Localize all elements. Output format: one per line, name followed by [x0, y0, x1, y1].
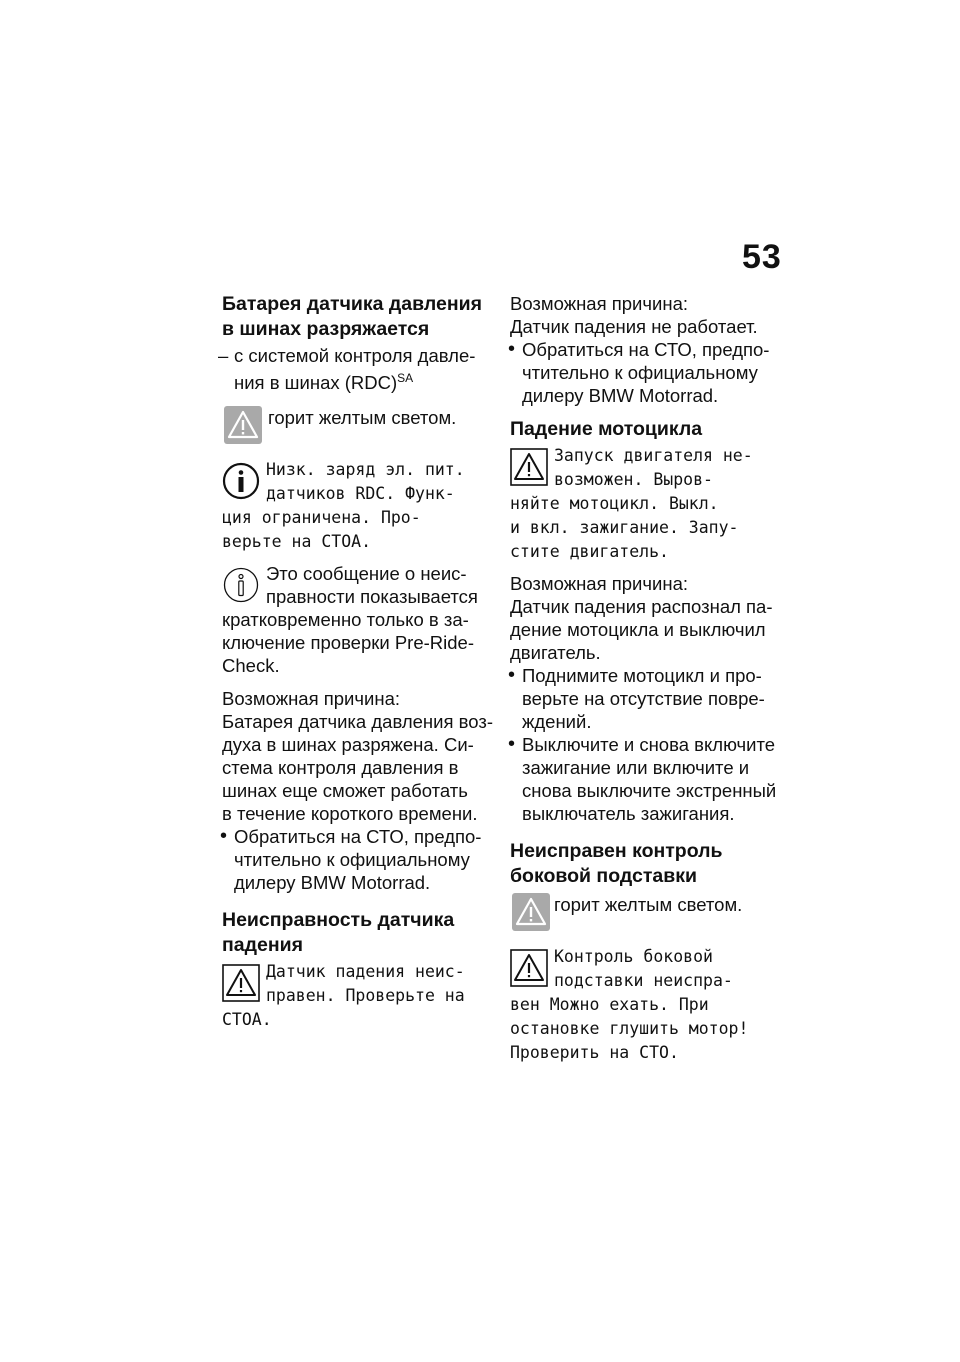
info-line: ключение проверки Pre-Ride- — [222, 632, 474, 654]
cause-label: Возможная причина: — [222, 688, 400, 710]
display-line: датчиков RDC. Функ- — [266, 484, 455, 504]
display-line: Проверить на СТО. — [510, 1043, 679, 1062]
battery-heading-line: в шинах разряжается — [222, 318, 430, 340]
info-line: Это сообщение о неис- — [266, 563, 467, 585]
display-line: остановке глушить мотор! — [510, 1019, 749, 1038]
condition-line: – с системой контроля давле- — [234, 345, 476, 366]
sa-superscript: SA — [397, 371, 414, 385]
battery-condition-cont — [222, 367, 494, 394]
condition-line: ния в шинах (RDC) — [234, 372, 398, 394]
display-line: возможен. Выров- — [554, 470, 713, 489]
fall-sensor-heading — [222, 908, 494, 958]
display-line: подставки неиспра- — [554, 971, 733, 990]
action-line: дилеру BMW Motorrad. — [234, 872, 431, 894]
display-line: верьте на СТОА. — [222, 532, 372, 552]
fall-heading: Падение мотоцикла — [510, 418, 703, 440]
fall-sensor-display-message — [222, 960, 494, 1032]
display-line: вен Можно ехать. При — [510, 995, 709, 1014]
sidestand-lamp-text: горит желтым светом. — [554, 894, 743, 915]
cause-line: двигатель. — [510, 642, 601, 663]
display-line: Контроль боковой — [554, 947, 713, 966]
action-line: зажигание или включите и — [522, 757, 750, 778]
fall-sensor-heading-line: Неисправность датчика — [222, 909, 455, 932]
battery-lamp-text: горит желтым светом. — [268, 407, 457, 429]
battery-heading-line: Батарея датчика давления — [222, 293, 482, 315]
sidestand-heading-line: боковой подставки — [510, 865, 697, 887]
warning-triangle-icon — [510, 949, 548, 987]
info-line: кратковременно только в за- — [222, 609, 469, 631]
display-line: и вкл. зажигание. Запу- — [510, 518, 739, 537]
action-line: снова выключите экстренный — [522, 780, 777, 801]
left-column — [222, 292, 494, 1032]
action-bullet — [510, 664, 782, 733]
display-line: няйте мотоцикл. Выкл. — [510, 494, 719, 513]
cause-line: стема контроля давления в — [222, 757, 459, 779]
display-line: стите двигатель. — [510, 542, 669, 561]
sidestand-heading — [510, 839, 782, 889]
battery-heading — [222, 292, 494, 342]
display-line: Запуск двигателя не- — [554, 446, 753, 465]
info-line: Check. — [222, 655, 280, 677]
display-line: правен. Проверьте на — [266, 986, 465, 1006]
display-line: Датчик падения неис- — [266, 962, 465, 982]
fall-display-message — [510, 444, 782, 564]
display-line: Низк. заряд эл. пит. — [266, 460, 465, 480]
cause-line: дение мотоцикла и выключил — [510, 619, 766, 640]
right-column — [510, 292, 782, 1065]
warning-triangle-icon — [510, 448, 548, 486]
battery-info-note — [222, 562, 494, 677]
battery-lamp-row — [222, 404, 494, 450]
action-line: • Обратиться на СТО, предпо- — [522, 339, 770, 360]
action-line: • Обратиться на СТО, предпо- — [234, 826, 482, 848]
battery-display-message — [222, 458, 494, 554]
action-line: чтительно к официальному — [522, 362, 758, 383]
sidestand-display-message — [510, 945, 782, 1065]
cause-line: духа в шинах разряжена. Си- — [222, 734, 474, 756]
display-line: СТОА. — [222, 1010, 272, 1030]
info-icon — [222, 462, 260, 500]
action-line: чтительно к официальному — [234, 849, 470, 871]
sidestand-lamp-row — [510, 891, 782, 937]
display-line: ция ограничена. Про- — [222, 508, 421, 528]
cause-line: Датчик падения не работает. — [510, 316, 758, 337]
action-line: • Поднимите мотоцикл и про- — [522, 665, 762, 686]
cause-line: шинах еще сможет работать — [222, 780, 468, 802]
action-line: • Выключите и снова включите — [522, 734, 776, 755]
action-line: дилеру BMW Motorrad. — [522, 385, 719, 406]
action-line: выключатель зажигания. — [522, 803, 735, 824]
warning-lamp-icon — [512, 893, 550, 931]
battery-condition — [222, 344, 494, 367]
cause-label: Возможная причина: — [510, 293, 688, 314]
warning-lamp-icon — [224, 406, 262, 444]
action-line: ждений. — [522, 711, 592, 732]
cause-label: Возможная причина: — [510, 573, 688, 594]
sidestand-heading-line: Неисправен контроль — [510, 840, 723, 862]
info-line: правности показывается — [266, 586, 478, 608]
cause-line: Батарея датчика давления воз- — [222, 711, 493, 733]
hint-icon — [222, 566, 260, 604]
cause-line: в течение короткого времени. — [222, 803, 478, 825]
page-number: 53 — [742, 238, 782, 276]
action-line: верьте на отсутствие повре- — [522, 688, 765, 709]
action-bullet — [222, 825, 494, 894]
fall-sensor-heading-line: падения — [222, 934, 303, 957]
action-bullet — [510, 733, 782, 825]
warning-triangle-icon — [222, 964, 260, 1002]
action-bullet — [510, 338, 782, 407]
cause-line: Датчик падения распознал па- — [510, 596, 773, 617]
